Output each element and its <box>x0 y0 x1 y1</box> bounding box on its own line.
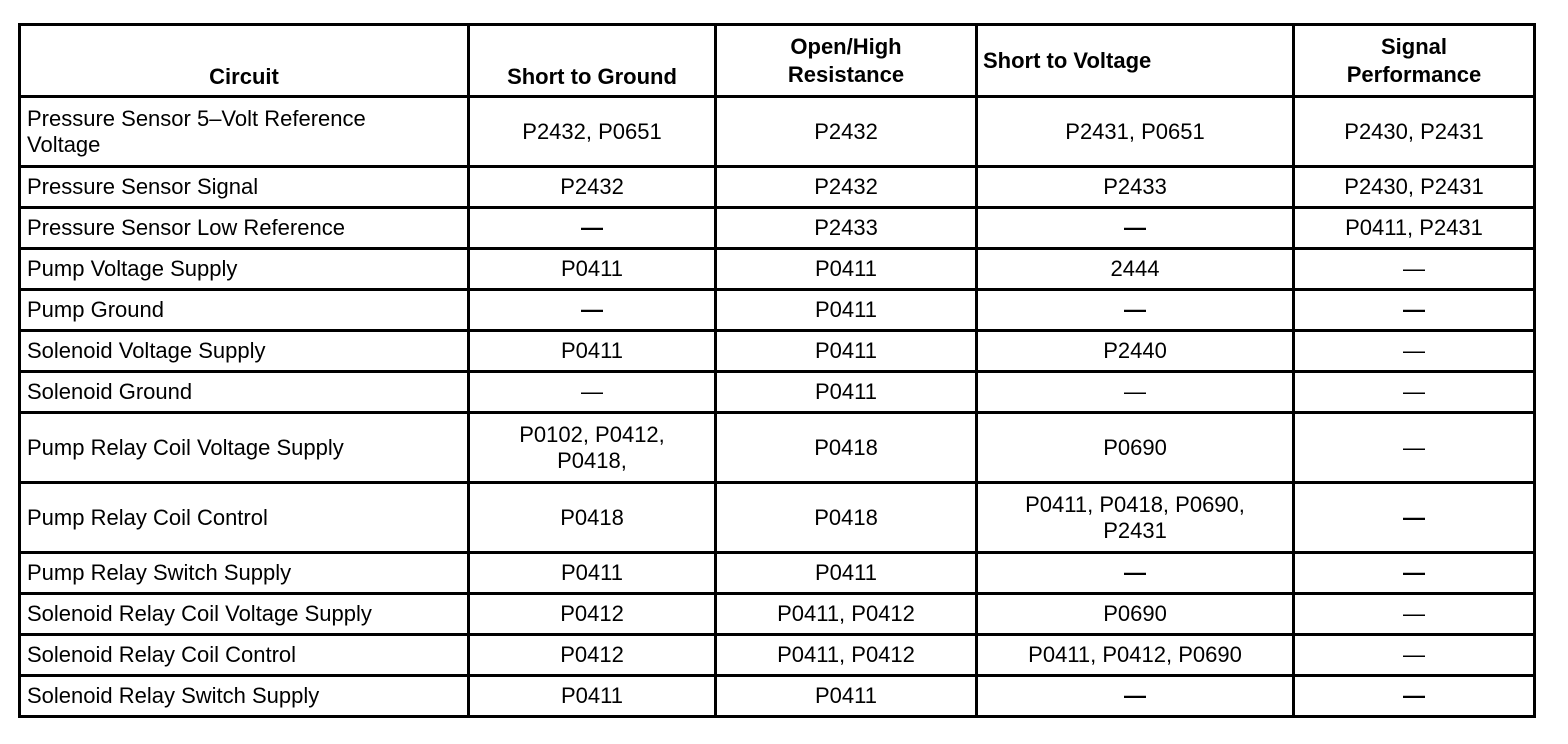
open-high-cell: P0411 <box>716 290 977 331</box>
circuit-cell: Solenoid Relay Coil Control <box>20 635 469 676</box>
circuit-cell: Pump Ground <box>20 290 469 331</box>
open-high-cell: P2432 <box>716 97 977 167</box>
short-to-ground-cell: P0411 <box>469 676 716 717</box>
table-row <box>20 676 1535 717</box>
dtc-circuit-table <box>18 23 1536 718</box>
short-to-ground-cell <box>469 413 716 483</box>
circuit-cell: Pump Relay Coil Control <box>20 483 469 553</box>
circuit-line2: Voltage <box>27 131 101 157</box>
short-to-voltage-cell: — <box>977 290 1294 331</box>
open-high-cell: P0411 <box>716 676 977 717</box>
header-open-high-line2: Resistance <box>787 61 905 87</box>
short-to-voltage-cell: — <box>977 372 1294 413</box>
circuit-cell: Solenoid Relay Switch Supply <box>20 676 469 717</box>
short-to-voltage-cell <box>977 483 1294 553</box>
header-row <box>20 25 1535 97</box>
table-row <box>20 97 1535 167</box>
header-short-to-voltage: Short to Voltage <box>977 25 1294 97</box>
short-to-voltage-cell: — <box>977 208 1294 249</box>
table-row <box>20 372 1535 413</box>
circuit-cell: Pressure Sensor Low Reference <box>20 208 469 249</box>
signal-performance-cell: — <box>1294 676 1535 717</box>
short-to-ground-cell: P2432 <box>469 167 716 208</box>
signal-performance-cell: P0411, P2431 <box>1294 208 1535 249</box>
signal-performance-cell: — <box>1294 635 1535 676</box>
open-high-cell: P2432 <box>716 167 977 208</box>
header-signal-line1: Signal <box>1380 33 1447 59</box>
short-to-voltage-cell: P2440 <box>977 331 1294 372</box>
open-high-cell: P0418 <box>716 483 977 553</box>
signal-performance-cell: — <box>1294 249 1535 290</box>
signal-performance-cell: — <box>1294 290 1535 331</box>
circuit-cell <box>20 97 469 167</box>
short-to-ground-cell: P2432, P0651 <box>469 97 716 167</box>
open-high-cell: P0411 <box>716 372 977 413</box>
open-high-cell: P0411, P0412 <box>716 594 977 635</box>
signal-performance-cell: P2430, P2431 <box>1294 167 1535 208</box>
table-row <box>20 208 1535 249</box>
signal-performance-cell: — <box>1294 553 1535 594</box>
signal-performance-cell: — <box>1294 594 1535 635</box>
header-signal-line2: Performance <box>1346 61 1482 87</box>
circuit-cell: Pump Relay Coil Voltage Supply <box>20 413 469 483</box>
table-row <box>20 167 1535 208</box>
header-signal-performance <box>1294 25 1535 97</box>
short-to-ground-cell: P0412 <box>469 594 716 635</box>
short-to-ground-line2: P0418, <box>557 447 627 473</box>
circuit-cell: Solenoid Voltage Supply <box>20 331 469 372</box>
signal-performance-cell: — <box>1294 413 1535 483</box>
short-to-voltage-cell: 2444 <box>977 249 1294 290</box>
short-to-ground-line1: P0102, P0412, <box>519 421 665 447</box>
circuit-cell: Pump Relay Switch Supply <box>20 553 469 594</box>
header-circuit: Circuit <box>20 25 469 97</box>
short-to-voltage-cell: P2433 <box>977 167 1294 208</box>
short-to-ground-cell: — <box>469 290 716 331</box>
short-to-ground-cell: P0411 <box>469 553 716 594</box>
circuit-cell: Solenoid Ground <box>20 372 469 413</box>
signal-performance-cell: — <box>1294 331 1535 372</box>
short-to-ground-cell: P0411 <box>469 249 716 290</box>
circuit-cell: Solenoid Relay Coil Voltage Supply <box>20 594 469 635</box>
table-row <box>20 290 1535 331</box>
short-to-voltage-cell: P2431, P0651 <box>977 97 1294 167</box>
open-high-cell: P0411 <box>716 331 977 372</box>
table-row <box>20 331 1535 372</box>
open-high-cell: P0411 <box>716 249 977 290</box>
circuit-line1: Pressure Sensor 5–Volt Reference <box>27 105 366 131</box>
table-row <box>20 413 1535 483</box>
short-to-ground-cell: P0411 <box>469 331 716 372</box>
table-row <box>20 553 1535 594</box>
signal-performance-cell: P2430, P2431 <box>1294 97 1535 167</box>
signal-performance-cell: — <box>1294 483 1535 553</box>
short-to-ground-cell: P0412 <box>469 635 716 676</box>
short-to-ground-cell: — <box>469 372 716 413</box>
short-to-voltage-line2: P2431 <box>1103 517 1167 543</box>
table-row <box>20 483 1535 553</box>
circuit-cell: Pump Voltage Supply <box>20 249 469 290</box>
short-to-voltage-cell: — <box>977 676 1294 717</box>
short-to-voltage-line1: P0411, P0418, P0690, <box>1025 491 1245 517</box>
open-high-cell: P2433 <box>716 208 977 249</box>
circuit-cell: Pressure Sensor Signal <box>20 167 469 208</box>
short-to-voltage-cell: — <box>977 553 1294 594</box>
short-to-ground-cell: — <box>469 208 716 249</box>
header-open-high-resistance <box>716 25 977 97</box>
table-row <box>20 635 1535 676</box>
open-high-cell: P0418 <box>716 413 977 483</box>
table-row <box>20 249 1535 290</box>
header-open-high-line1: Open/High <box>790 33 902 59</box>
header-short-to-ground: Short to Ground <box>469 25 716 97</box>
short-to-voltage-cell: P0411, P0412, P0690 <box>977 635 1294 676</box>
table-row <box>20 594 1535 635</box>
signal-performance-cell: — <box>1294 372 1535 413</box>
open-high-cell: P0411, P0412 <box>716 635 977 676</box>
open-high-cell: P0411 <box>716 553 977 594</box>
short-to-ground-cell: P0418 <box>469 483 716 553</box>
short-to-voltage-cell: P0690 <box>977 594 1294 635</box>
short-to-voltage-cell: P0690 <box>977 413 1294 483</box>
